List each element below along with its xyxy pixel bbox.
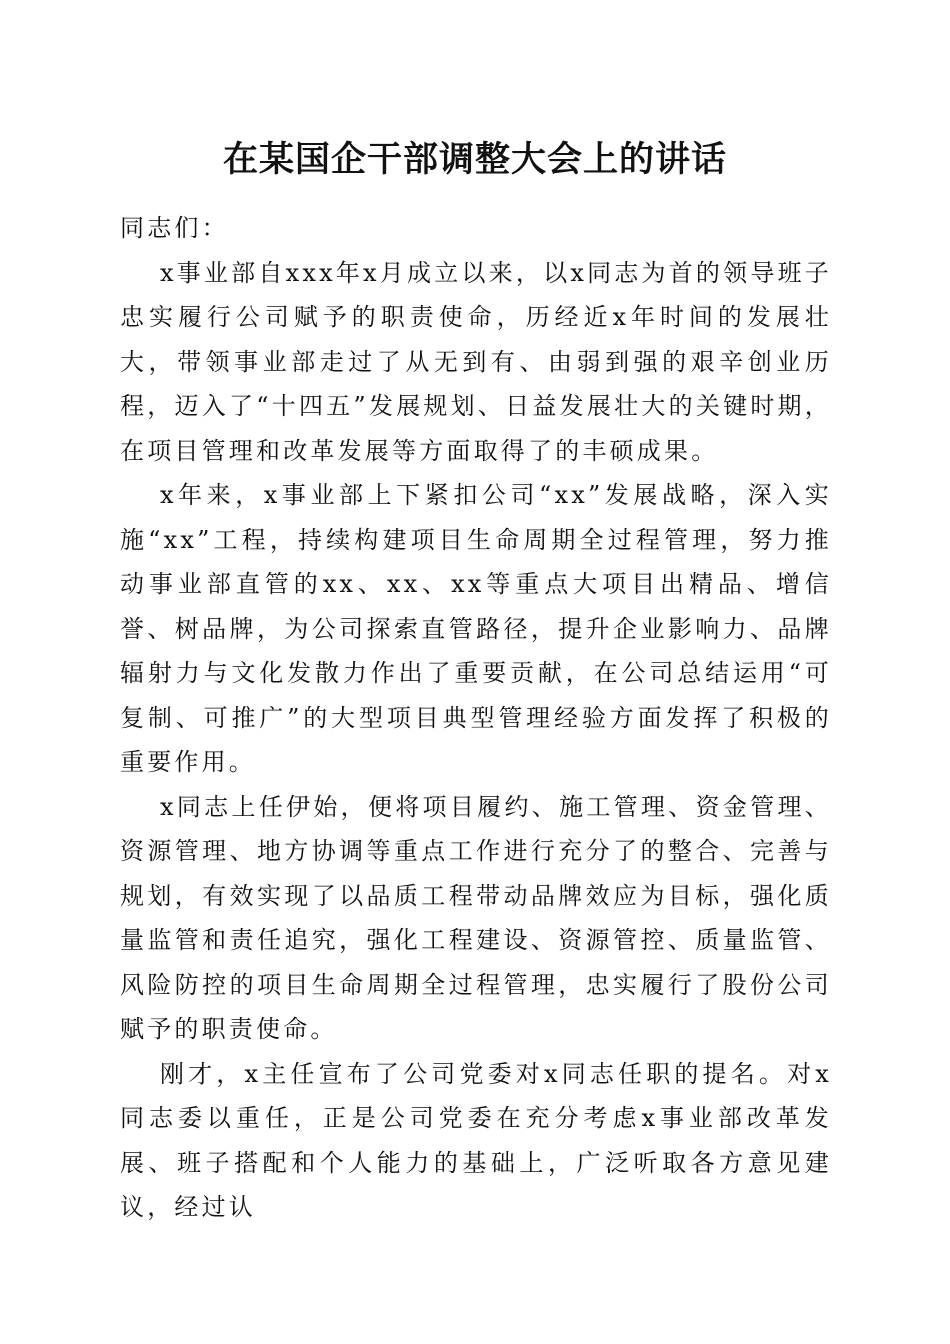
document-title: 在某国企干部调整大会上的讲话 bbox=[222, 139, 727, 180]
paragraph-4: 刚才，x主任宣布了公司党委对x同志任职的提名。对x同志委以重任，正是公司党委在充分考虑x事业部改革发展、班子搭配和个人能力的基础上，广泛听取各方意见建议，经过认 bbox=[120, 1059, 832, 1221]
document-body bbox=[120, 206, 832, 1230]
salutation: 同志们： bbox=[120, 214, 229, 242]
paragraph-3: x同志上任伊始，便将项目履约、施工管理、资金管理、资源管理、地方协调等重点工作进行充分了的整合、完善与规划，有效实现了以品质工程带动品牌效应为目标，强化质量监管和责任追究，强化工程建设、资源管控、质量监管、风险防控的项目生命周期全过程管理，忠实履行了股份公司赋予的职责使命。 bbox=[120, 792, 832, 1043]
paragraph-2: x年来，x事业部上下紧扣公司“xx”发展战略，深入实施“xx”工程，持续构建项目生命周期全过程管理，努力推动事业部直管的xx、xx、xx等重点大项目出精品、增信誉、树品牌，为公司探索直管路径，提升企业影响力、品牌辐射力与文化发散力作出了重要贡献，在公司总结运用“可复制、可推广”的大型项目典型管理经验方面发挥了积极的重要作用。 bbox=[120, 481, 832, 776]
paragraph-1: x事业部自xxx年x月成立以来，以x同志为首的领导班子忠实履行公司赋予的职责使命，历经近x年时间的发展壮大，带领事业部走过了从无到有、由弱到强的艰辛创业历程，迈入了“十四五”发展规划、日益发展壮大的关键时期，在项目管理和改革发展等方面取得了的丰硕成果。 bbox=[120, 258, 832, 465]
